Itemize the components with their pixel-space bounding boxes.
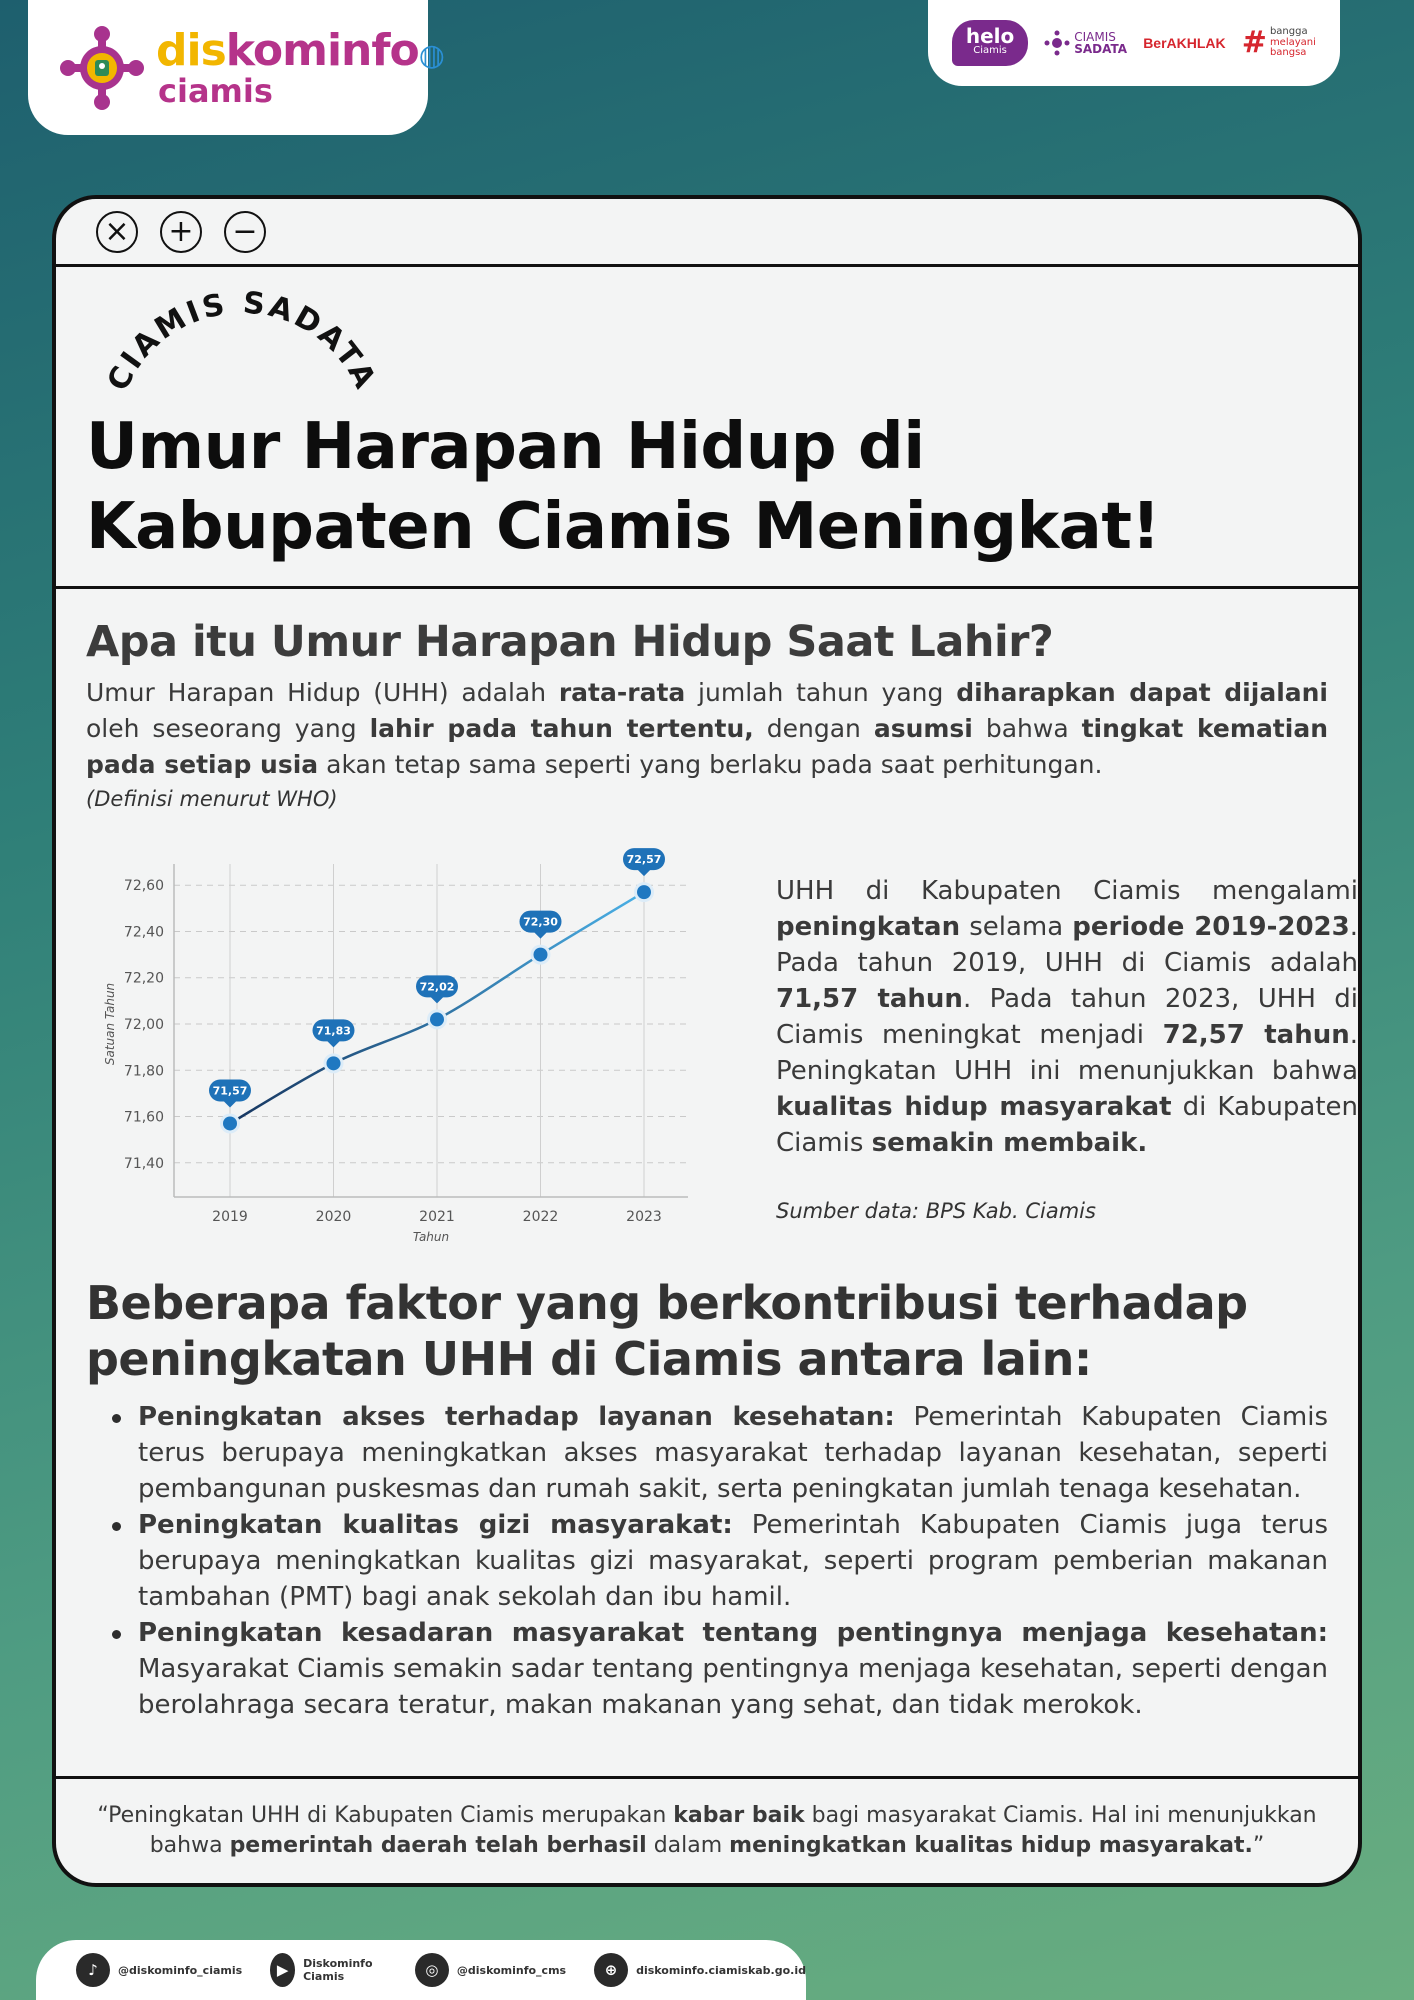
ciamis-sadata-logo [1044, 30, 1127, 56]
y-tick-label: 72,20 [123, 970, 164, 987]
data-label: 71,57 [212, 1084, 248, 1098]
logo-text-ciamis: ciamis [158, 71, 273, 110]
closing-quote [56, 1776, 1358, 1883]
social-website-label: diskominfo.ciamiskab.go.id [636, 1963, 806, 1977]
data-point [430, 1012, 444, 1026]
partner-logos [928, 0, 1340, 86]
logo-text-b: kominfo [225, 24, 419, 76]
arc-label-text: CIAMIS SADATA [100, 285, 384, 397]
x-tick-label: 2021 [419, 1209, 455, 1225]
kabupaten-emblem-icon [58, 24, 146, 112]
tiktok-icon: ♪ [76, 1953, 110, 1987]
chart-source: Sumber data: BPS Kab. Ciamis [776, 1199, 1096, 1223]
sadata-text-b: SADATA [1074, 42, 1128, 56]
y-tick-label: 72,00 [123, 1017, 164, 1033]
bangga-text-2: melayani [1269, 36, 1316, 48]
x-axis-title: Tahun [412, 1230, 450, 1244]
social-youtube[interactable] [270, 1953, 387, 1987]
sadata-icon [1044, 30, 1070, 56]
globe-icon: ⊕ [594, 1953, 628, 1987]
plus-icon[interactable]: + [160, 211, 202, 253]
social-tiktok-label: @diskominfo_ciamis [118, 1963, 243, 1977]
x-tick-label: 2020 [315, 1209, 352, 1225]
y-axis-title: Satuan Tahun [103, 982, 117, 1066]
bangga-melayani-logo [1242, 27, 1316, 59]
data-label: 72,30 [523, 915, 558, 929]
page-title [86, 407, 1326, 567]
window-titlebar [56, 199, 1358, 267]
helo-main-text: helo [965, 24, 1015, 48]
social-website[interactable] [594, 1953, 806, 1987]
social-footer [36, 1940, 806, 2000]
x-tick-label: 2022 [522, 1209, 559, 1225]
svg-text:CIAMIS SADATA [101, 286, 384, 397]
ciamis-sadata-arc-label [92, 285, 392, 415]
y-tick-label: 71,40 [123, 1155, 164, 1172]
helo-sub-text: Ciamis [973, 45, 1007, 56]
y-tick-label: 71,80 [123, 1063, 164, 1080]
social-instagram-label: @diskominfo_cms [456, 1963, 567, 1977]
factors-heading-line-1: Beberapa faktor yang berkontribusi terhadap [86, 1276, 1248, 1330]
y-tick-label: 72,40 [123, 924, 164, 941]
logo-text-a: dis [156, 24, 226, 76]
data-point [534, 948, 548, 962]
minus-icon[interactable]: − [224, 211, 266, 253]
diskominfo-wordmark [156, 24, 444, 110]
chart-row [86, 839, 1359, 1259]
list-item: Peningkatan kesadaran masyarakat tentang pentingnya menjaga kesehatan: Masyarakat Ciamis semakin sadar tentang pentingnya menjaga kesehatan, seperti dengan berolahraga secara teratur, makan makanan yang sehat, dan tidak merokok. [108, 1615, 1328, 1723]
factors-heading [86, 1275, 1328, 1387]
uhh-line-chart [86, 839, 736, 1259]
closing-quote-text: “Peningkatan UHH di Kabupaten Ciamis merupakan kabar baik bagi masyarakat Ciamis. Hal ini menunjukkan bahwa pemerintah daerah telah berhasil dalam meningkatkan kualitas hidup masyarakat.” [97, 1803, 1317, 1858]
page-title-line-1: Umur Harapan Hidup di [86, 410, 925, 484]
data-point [637, 885, 651, 899]
content-window [52, 195, 1362, 1887]
data-label: 72,57 [626, 853, 662, 867]
diskominfo-logo [28, 0, 444, 135]
data-point [327, 1056, 341, 1070]
helo-ciamis-logo [952, 20, 1028, 66]
hashtag-icon: # [1241, 25, 1267, 60]
definition-paragraph: Umur Harapan Hidup (UHH) adalah rata-rata jumlah tahun yang diharapkan dapat dijalani oleh seseorang yang lahir pada tahun tertentu, dengan asumsi bahwa tingkat kematian pada setiap usia akan tetap sama seperti yang berlaku pada saat perhitungan. [86, 678, 1329, 779]
list-item: Peningkatan kualitas gizi masyarakat: Pemerintah Kabupaten Ciamis juga terus berupaya meningkatkan kualitas gizi masyarakat, seperti program pemberian makanan tambahan (PMT) bagi anak sekolah dan ibu hamil. [108, 1507, 1328, 1615]
main-content [56, 615, 1358, 1723]
social-instagram[interactable] [415, 1953, 566, 1987]
instagram-icon: ◎ [415, 1953, 449, 1987]
x-tick-label: 2023 [626, 1209, 662, 1225]
x-tick-label: 2019 [212, 1209, 248, 1225]
youtube-icon: ▶ [270, 1953, 295, 1987]
list-item: Peningkatan akses terhadap layanan kesehatan: Pemerintah Kabupaten Ciamis terus berupaya meningkatkan akses masyarakat terhadap layanan kesehatan, seperti pembangunan puskesmas dan rumah sakit, serta peningkatan jumlah tenaga kesehatan. [108, 1399, 1328, 1507]
page-title-line-2: Kabupaten Ciamis Meningkat! [86, 490, 1161, 564]
bangga-text-3: bangsa [1269, 47, 1307, 59]
definition-heading: Apa itu Umur Harapan Hidup Saat Lahir? [86, 617, 1054, 667]
berakhlak-logo: BerAKHLAK [1143, 35, 1226, 51]
social-tiktok[interactable] [76, 1953, 242, 1987]
title-section [56, 267, 1358, 589]
chart-description: UHH di Kabupaten Ciamis mengalami peningkatan selama periode 2019-2023. Pada tahun 2019, UHH di Ciamis adalah 71,57 tahun. Pada tahun 2023, UHH di Ciamis meningkat menjadi 72,57 tahun. Peningkatan UHH ini menunjukkan bahwa kualitas hidup masyarakat di Kabupaten Ciamis semakin membaik. [776, 876, 1359, 1158]
definition-source: (Definisi menurut WHO) [86, 787, 338, 811]
factors-list [86, 1399, 1328, 1723]
data-label: 72,02 [419, 980, 455, 994]
bangga-text-1: bangga [1269, 26, 1308, 38]
social-youtube-label: Diskominfo Ciamis [303, 1957, 373, 1983]
y-tick-label: 72,60 [123, 878, 164, 895]
globe-icon: ◍ [418, 37, 444, 73]
close-icon[interactable]: × [96, 211, 138, 253]
data-point [223, 1116, 237, 1130]
factors-heading-line-2: peningkatan UHH di Ciamis antara lain: [86, 1332, 1092, 1386]
y-tick-label: 71,60 [123, 1109, 164, 1126]
data-label: 71,83 [316, 1024, 351, 1038]
sadata-text-a: CIAMIS [1074, 30, 1116, 44]
